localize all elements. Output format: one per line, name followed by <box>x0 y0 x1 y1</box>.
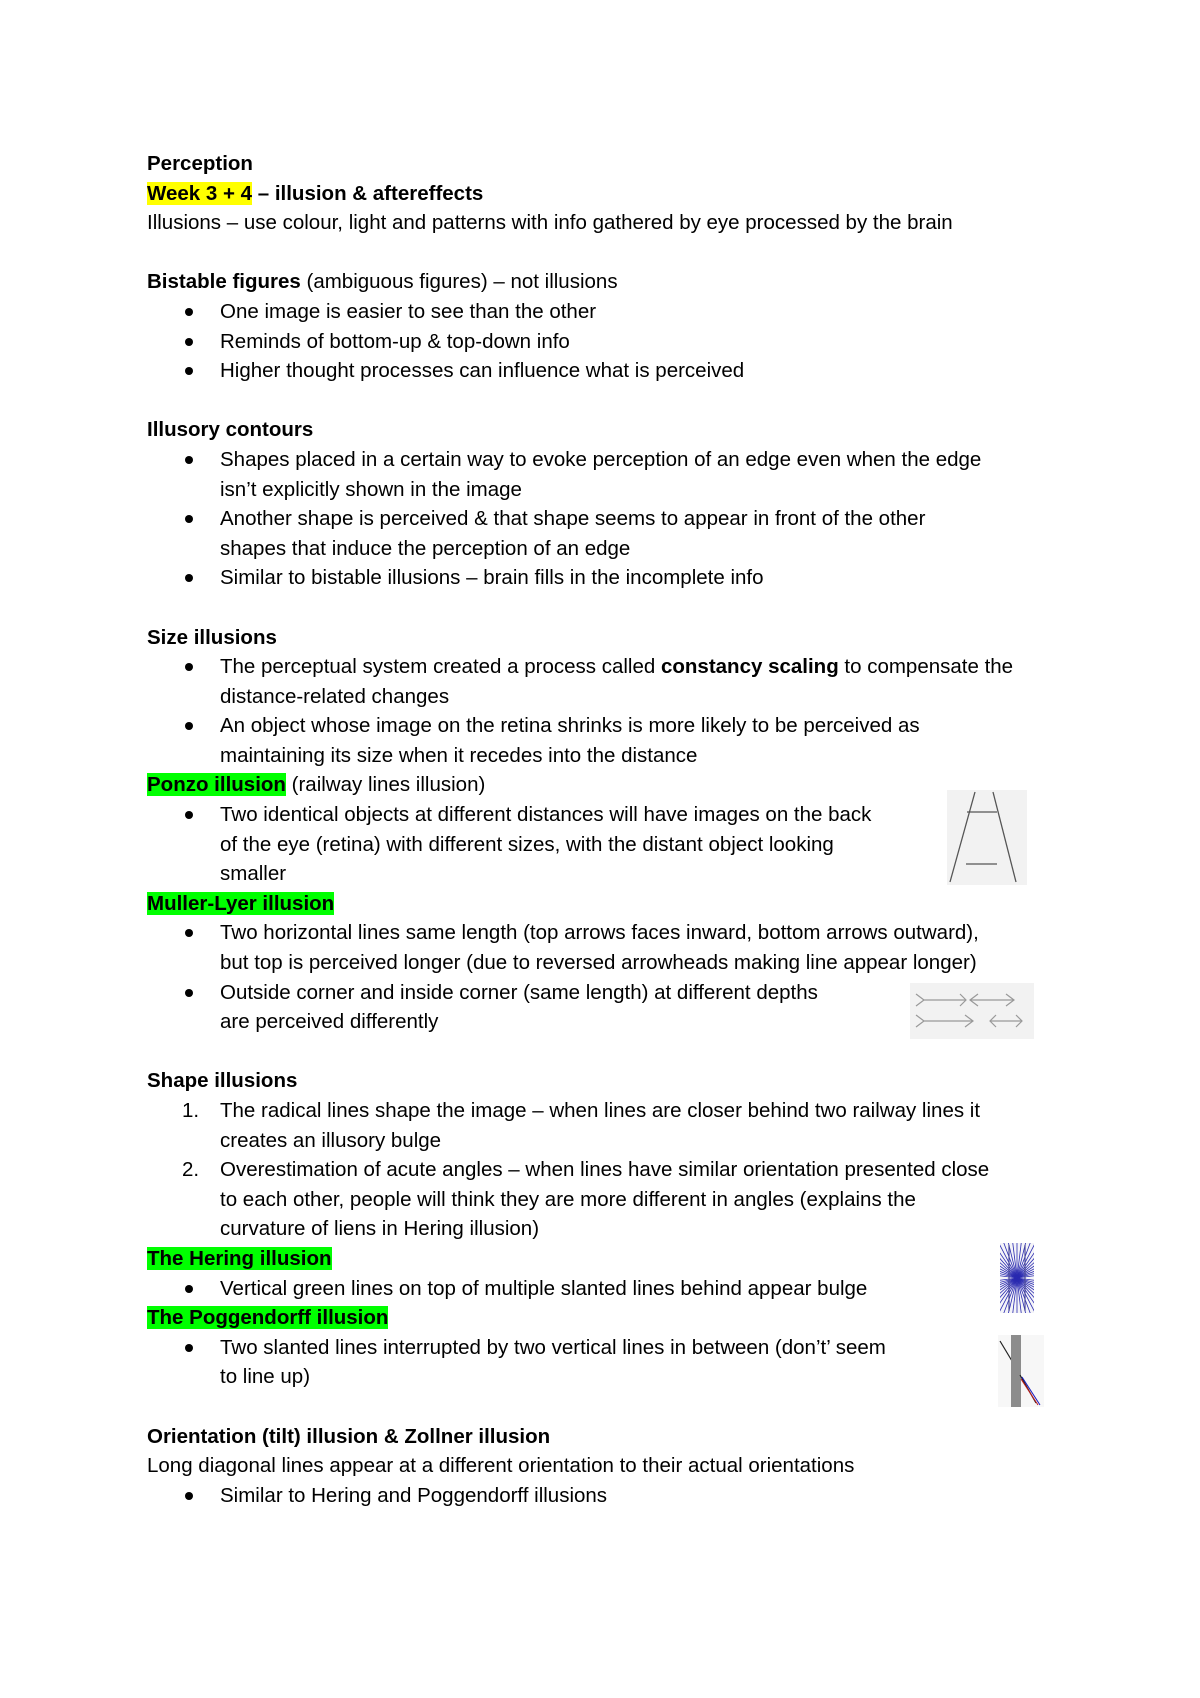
list-item-line: Two horizontal lines same length (top arrows faces inward, bottom arrows outward), <box>220 921 979 945</box>
list-item-line: isn’t explicitly shown in the image <box>220 477 522 501</box>
list-item-line: curvature of liens in Hering illusion) <box>220 1217 540 1241</box>
list-item-line: Outside corner and inside corner (same length) at different depths <box>220 980 818 1004</box>
hering-list <box>147 1274 1077 1304</box>
bistable-heading-rest: (ambiguous figures) – not illusions <box>300 270 618 294</box>
list-item-line: creates an illusory bulge <box>220 1128 442 1152</box>
ponzo-highlight: Ponzo illusion <box>147 773 286 797</box>
shape-heading: Shape illusions <box>147 1069 298 1093</box>
bistable-heading <box>147 267 1077 297</box>
page-title: Perception <box>147 152 253 175</box>
muller-lyer-illusion-image <box>910 983 1034 1039</box>
list-item: One image is easier to see than the other <box>147 297 1077 327</box>
list-number: 2. <box>182 1158 200 1182</box>
list-item: Vertical green lines on top of multiple slanted lines behind appear bulge <box>147 1274 1077 1304</box>
poggendorff-list <box>147 1333 1077 1392</box>
list-item-line: are perceived differently <box>220 1010 439 1034</box>
list-item-line: to each other, people will think they are more different in angles (explains the <box>220 1187 916 1211</box>
list-item: Similar to Hering and Poggendorff illusions <box>147 1481 1077 1511</box>
list-number: 1. <box>182 1099 200 1122</box>
ponzo-rest: (railway lines illusion) <box>285 773 486 797</box>
ponzo-illusion-image <box>947 790 1027 885</box>
list-item-line: distance-related changes <box>220 684 450 708</box>
list-item: Higher thought processes can influence what is perceived <box>147 356 1077 386</box>
muller-heading <box>147 889 1077 919</box>
bistable-heading-bold: Bistable figures <box>147 270 301 294</box>
contours-heading: Illusory contours <box>147 418 314 442</box>
list-item-line: An object whose image on the retina shrinks is more likely to be perceived as <box>220 714 920 738</box>
ponzo-list <box>147 800 1077 889</box>
ponzo-heading <box>147 770 1077 800</box>
list-item-line: Another shape is perceived & that shape seems to appear in front of the other <box>220 507 926 531</box>
muller-highlight: Muller-Lyer illusion <box>147 891 335 915</box>
hering-highlight: The Hering illusion <box>147 1246 332 1270</box>
list-item-line: but top is perceived longer (due to reversed arrowheads making line appear longer) <box>220 951 977 975</box>
list-item-line: Two slanted lines interrupted by two vertical lines in between (don’t’ seem <box>220 1335 886 1359</box>
text-span: The perceptual system created a process called <box>220 655 661 679</box>
bistable-list <box>147 297 1077 386</box>
list-item-line: Overestimation of acute angles – when lines have similar orientation presented close <box>220 1158 990 1182</box>
list-item <box>147 445 1077 504</box>
contours-list <box>147 445 1077 593</box>
text-span: to compensate the <box>838 655 1014 679</box>
poggendorff-heading <box>147 1303 1077 1333</box>
list-item-line: smaller <box>220 862 287 886</box>
hering-heading <box>147 1244 1077 1274</box>
hering-illusion-image <box>1000 1243 1034 1313</box>
list-item-line: to line up) <box>220 1365 311 1389</box>
list-item-line: Shapes placed in a certain way to evoke perception of an edge even when the edge <box>220 447 982 471</box>
list-item: Reminds of bottom-up & top-down info <box>147 327 1077 357</box>
intro-text: Illusions – use colour, light and patterns with info gathered by eye processed by the brain <box>147 211 953 235</box>
poggendorff-illusion-image <box>998 1335 1044 1407</box>
size-heading: Size illusions <box>147 625 277 649</box>
size-list <box>147 652 1077 770</box>
list-item-line: The radical lines shape the image – when lines are closer behind two railway lines it <box>220 1099 981 1122</box>
orientation-list <box>147 1481 1077 1511</box>
list-item <box>147 563 1077 593</box>
list-item <box>147 1155 1077 1244</box>
week-highlight: Week 3 + 4 <box>147 181 253 205</box>
list-item <box>147 711 1077 770</box>
list-item-line <box>220 652 1077 682</box>
list-item-line: maintaining its size when it recedes into the distance <box>220 743 698 767</box>
week-heading <box>147 179 1077 209</box>
constancy-scaling-term: constancy scaling <box>660 655 839 679</box>
list-item <box>147 800 1077 889</box>
list-item-line: of the eye (retina) with different sizes, with the distant object looking <box>220 832 834 856</box>
shape-list <box>147 1096 1077 1244</box>
poggendorff-highlight: The Poggendorff illusion <box>147 1306 389 1330</box>
list-item <box>147 1333 1077 1392</box>
orientation-text: Long diagonal lines appear at a different orientation to their actual orientations <box>147 1454 855 1478</box>
list-item-line: Two identical objects at different distances will have images on the back <box>220 803 872 827</box>
orientation-heading: Orientation (tilt) illusion & Zollner illusion <box>147 1424 551 1448</box>
list-item <box>147 504 1077 563</box>
list-item-line: Similar to bistable illusions – brain fills in the incomplete info <box>220 566 764 590</box>
week-rest: – illusion & aftereffects <box>252 181 484 205</box>
list-item-line: shapes that induce the perception of an edge <box>220 536 631 560</box>
list-item <box>147 918 1077 977</box>
list-item <box>147 652 1077 711</box>
document-body <box>147 149 1077 1510</box>
list-item <box>147 1096 1077 1155</box>
